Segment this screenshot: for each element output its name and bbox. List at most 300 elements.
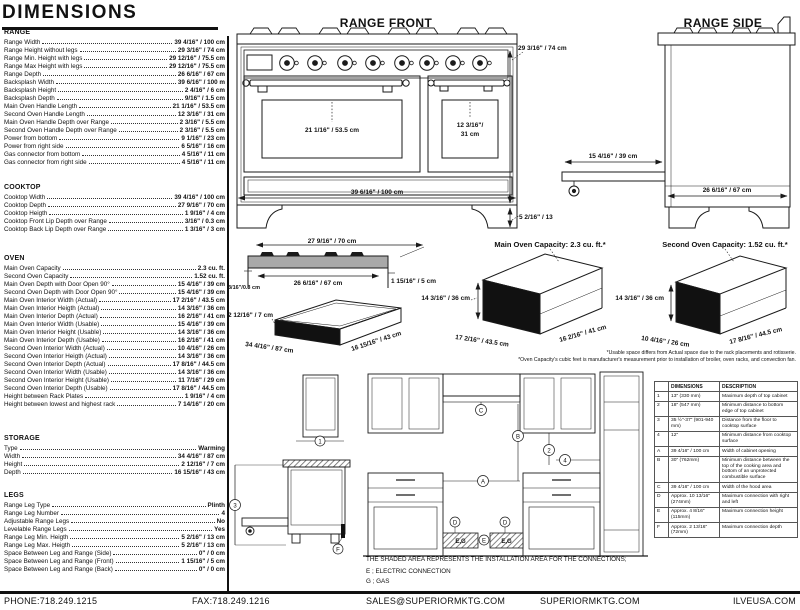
table-cell-id: B [655, 456, 669, 482]
range-width-dim: 39 6/16" / 100 cm [350, 189, 404, 196]
table-cell-dimension: Approx. 4 8/16" (115mm) [669, 507, 720, 522]
dotted-leader [107, 349, 176, 350]
spec-label: Second Oven Interior Width (Actual) [4, 345, 105, 352]
spec-section-storage [4, 435, 225, 477]
spec-row [4, 550, 225, 558]
table-cell-dimension: 18" (547 mm) [669, 401, 720, 416]
dotted-leader [79, 107, 170, 108]
table-row [655, 447, 798, 457]
table-row [655, 523, 798, 538]
spec-row [4, 218, 225, 226]
main-oven-capacity-title: Main Oven Capacity: 2.3 cu. ft.* [494, 240, 606, 249]
spec-label: Cooktop Front Lip Depth over Range [4, 218, 107, 225]
spec-value: 17 2/16" / 43.5 cm [172, 297, 225, 304]
spec-value: 2 4/16" / 6 cm [184, 87, 225, 94]
spec-row [4, 63, 225, 71]
spec-label: Range Leg Type [4, 502, 51, 509]
table-cell-dimension: Approx. 2 13/16" (72mm) [669, 523, 720, 538]
callout-D-left: D [452, 520, 458, 527]
spec-row [4, 469, 225, 477]
cooktop-back-lip-dim: 1 15/16" / 5 cm [391, 278, 437, 285]
spec-value: 1 9/16" / 4 cm [184, 210, 225, 217]
side-left-leg [669, 207, 709, 228]
dotted-leader [80, 51, 176, 52]
second-oven-width-dim: 10 4/16" / 26 cm [640, 335, 690, 349]
footnote-oven-capacity: *Oven Capacity's cubic feet is manufacturer's measurement prior to installation of broiler, oven racks, and convection fan. [518, 356, 796, 363]
spec-label: Depth [4, 469, 21, 476]
spec-value: 2.3 cu. ft. [197, 265, 225, 272]
spec-label: Main Oven Interior Heigth (Actual) [4, 305, 100, 312]
spec-label: Backsplash Width [4, 79, 55, 86]
cooktop-inner-dim: 26 6/16" / 67 cm [293, 280, 343, 287]
dotted-leader [47, 198, 172, 199]
footer-item: SUPERIORMKTG.COM [540, 596, 640, 606]
dotted-leader [24, 465, 179, 466]
spec-value: 1 15/16" / 5 cm [181, 558, 225, 565]
spec-label: Type [4, 445, 18, 452]
spec-label: Second Oven Capacity [4, 273, 69, 280]
spec-row [4, 119, 225, 127]
clock-display [247, 55, 272, 70]
spec-label: Main Oven Interior Depth (Actual) [4, 313, 98, 320]
dotted-leader [119, 131, 178, 132]
spec-label: Range Leg Number [4, 510, 59, 517]
spec-label: Main Oven Capacity [4, 265, 61, 272]
main-oven-depth-dim: 16 2/16" / 41 cm [558, 323, 608, 344]
callout-A: A [480, 479, 486, 486]
dotted-leader [112, 285, 176, 286]
dotted-leader [52, 506, 205, 507]
table-cell-dimension: 39 4/16" / 100 cm [669, 483, 720, 493]
dotted-leader [58, 91, 183, 92]
dotted-leader [115, 570, 197, 571]
footer-item: ILVEUSA.COM [732, 596, 796, 606]
second-oven-depth-dim: 17 8/16" / 44.5 cm [728, 326, 783, 346]
table-cell-id: A [655, 447, 669, 457]
dotted-leader [66, 147, 180, 148]
spec-value: 12 3/16" / 31 cm [177, 111, 225, 118]
spec-label: Range Leg Max. Heigth [4, 542, 71, 549]
spec-row [4, 273, 225, 281]
dotted-leader [69, 530, 212, 531]
dotted-leader [119, 293, 175, 294]
dotted-leader [101, 325, 176, 326]
capacity-drawings [228, 236, 800, 368]
table-row [655, 416, 798, 431]
dotted-leader [70, 277, 192, 278]
spec-value: 9 1/16" / 23 cm [181, 135, 225, 142]
dotted-leader [43, 75, 176, 76]
spec-value: 26 6/16" / 67 cm [177, 71, 225, 78]
spec-label: Power from bottom [4, 135, 58, 142]
spec-row [4, 135, 225, 143]
spec-label: Main Oven Handle Length [4, 103, 78, 110]
dotted-leader [84, 67, 167, 68]
spec-row [4, 558, 225, 566]
connection-label-left: E,G [455, 539, 466, 545]
spec-value: 6 5/16" / 16 cm [181, 143, 225, 150]
spec-value: 29 3/16" / 74 cm [177, 47, 225, 54]
main-oven-width-dim: 17 2/16" / 43.5 cm [454, 334, 510, 349]
drawer-depth-dim: 16 15/16" / 43 cm [350, 330, 403, 353]
installation-note [366, 556, 666, 585]
callout-2: 2 [547, 448, 551, 455]
spec-row [4, 305, 225, 313]
dotted-leader [70, 538, 179, 539]
spec-section-title: RANGE [4, 29, 31, 36]
legend-electric: E ; ELECTRIC CONNECTION [366, 567, 451, 575]
spec-value: 11 7/16" / 29 cm [178, 377, 225, 384]
spec-row [4, 87, 225, 95]
dotted-leader [108, 365, 171, 366]
spec-row [4, 337, 225, 345]
dotted-leader [57, 99, 183, 100]
dotted-leader [56, 83, 176, 84]
spec-row [4, 445, 225, 453]
spec-label: Second Oven Interior Depth (Actual) [4, 361, 106, 368]
table-cell-description: Maximum connection with right and left [720, 492, 798, 507]
spec-value: Plinth [207, 502, 225, 509]
spec-label: Second Oven Interior Width (Usable) [4, 369, 107, 376]
dotted-leader [116, 562, 180, 563]
spec-section-cooktop [4, 184, 225, 234]
spec-row [4, 329, 225, 337]
dotted-leader [59, 139, 179, 140]
spec-row [4, 385, 225, 393]
dotted-leader [20, 449, 197, 450]
table-cell-dimension: 13" (330 mm) [669, 392, 720, 402]
spec-value: 5 2/16" / 13 cm [181, 542, 225, 549]
second-oven-handle [428, 80, 510, 91]
spec-value: 0" / 0 cm [198, 550, 225, 557]
spec-value: No [216, 518, 225, 525]
cooktop-slab [248, 256, 388, 268]
spec-row [4, 401, 225, 409]
range-depth-dim: 26 6/16" / 67 cm [702, 187, 752, 194]
main-oven-capacity-box [483, 254, 602, 334]
dotted-leader [49, 214, 183, 215]
spec-row [4, 202, 225, 210]
leg-height-dim: 5 2/16" / 13 [519, 214, 553, 221]
table-cell-description: Minimum distance between the top of the cooking area and bottom of an unprotected combustible surface [720, 456, 798, 482]
drawer-width-dim: 34 4/16" / 87 cm [244, 341, 294, 355]
table-cell-description: Minimum distance from cooktop surface [720, 431, 798, 446]
table-row [655, 483, 798, 493]
spec-label: Range Height without legs [4, 47, 78, 54]
table-cell-id: C [655, 483, 669, 493]
spec-label: Width [4, 453, 21, 460]
spec-section-title: STORAGE [4, 435, 40, 442]
spec-value: 2 3/16" / 5.5 cm [179, 127, 225, 134]
spec-label: Range Leg Min. Heigth [4, 534, 69, 541]
spec-value: 2 3/16" / 5.5 cm [179, 119, 225, 126]
spec-value: 15 4/16" / 39 cm [177, 281, 225, 288]
dotted-leader [102, 341, 176, 342]
footer-item: FAX:718.249.1216 [192, 596, 270, 606]
installation-note-text: THE SHADED AREA REPRESENTS THE INSTALLATION AREA FOR THE CONNECTIONS; [366, 556, 627, 563]
dotted-leader [99, 301, 171, 302]
dotted-leader [87, 115, 176, 116]
table-cell-dimension: 30" (762mm) [669, 456, 720, 482]
spec-label: Second Oven Handle Length [4, 111, 85, 118]
table-cell-id: D [655, 492, 669, 507]
table-row [655, 456, 798, 482]
spec-value: 16 15/16" / 43 cm [174, 469, 225, 476]
second-oven-capacity-title: Second Oven Capacity: 1.52 cu. ft.* [662, 240, 788, 249]
spec-row [4, 345, 225, 353]
spec-value: 14 3/16" / 36 cm [177, 305, 225, 312]
spec-row [4, 111, 225, 119]
dotted-leader [72, 546, 179, 547]
spec-value: 3/16" / 0.3 cm [184, 218, 225, 225]
dotted-leader [109, 222, 183, 223]
installation-diagram [228, 368, 656, 558]
callout-3: 3 [233, 503, 237, 510]
spec-value: 14 3/16" / 36 cm [177, 329, 225, 336]
dotted-leader [84, 59, 167, 60]
table-cell-id: F [655, 523, 669, 538]
dotted-leader [42, 43, 172, 44]
dotted-leader [61, 514, 220, 515]
dotted-leader [110, 389, 171, 390]
spec-row [4, 143, 225, 151]
spec-section-legs [4, 492, 225, 574]
spec-row [4, 297, 225, 305]
spec-value: 34 4/16" / 87 cm [177, 453, 225, 460]
dotted-leader [22, 457, 176, 458]
spec-label: Second Oven Interior Height (Usable) [4, 377, 109, 384]
spec-row [4, 159, 225, 167]
dotted-leader [108, 230, 183, 231]
table-cell-id: E [655, 507, 669, 522]
spec-row [4, 461, 225, 469]
dotted-leader [109, 357, 176, 358]
spec-label: Gas connector from right side [4, 159, 87, 166]
spec-value: 9/16" / 1.5 cm [184, 95, 225, 102]
spec-label: Main Oven Interior Width (Actual) [4, 297, 98, 304]
table-row [655, 492, 798, 507]
callout-B: B [515, 434, 521, 441]
table-cell-id: 4 [655, 431, 669, 446]
spec-row [4, 453, 225, 461]
spec-value: 29 12/16" / 75.5 cm [169, 63, 225, 70]
spec-label: Gas connector from bottom [4, 151, 81, 158]
spec-label: Second Oven Handle Depth over Range [4, 127, 117, 134]
spec-label: Height [4, 461, 23, 468]
second-oven-height-dim: 14 3/16" / 36 cm [615, 295, 664, 302]
drawer-height-dim: 2 12/16" / 7 cm [228, 312, 274, 319]
spec-label: Power from right side [4, 143, 64, 150]
spec-row [4, 71, 225, 79]
table-row [655, 392, 798, 402]
spec-label: Main Oven Handle Depth over Range [4, 119, 110, 126]
main-handle-dim: 21 1/16" / 53.5 cm [304, 127, 360, 134]
table-cell-dimension: Approx. 10 13/16" (274mm) [669, 492, 720, 507]
range-front-title: RANGE FRONT [339, 16, 433, 30]
spec-value: 1 3/16" / 3 cm [184, 226, 225, 233]
dotted-leader [63, 269, 196, 270]
dotted-leader [48, 206, 176, 207]
spec-value: 21 1/16" / 53.5 cm [172, 103, 225, 110]
spec-label: Cooktop Heigth [4, 210, 48, 217]
spec-row [4, 289, 225, 297]
spec-value: 27 9/16" / 70 cm [177, 202, 225, 209]
spec-value: 1.52 cu. ft. [194, 273, 225, 280]
spec-value: 14 3/16" / 36 cm [177, 353, 225, 360]
spec-label: Main Oven Interior Width (Usable) [4, 321, 100, 328]
dotted-leader [101, 309, 176, 310]
callout-F: F [336, 547, 340, 554]
connection-label-right: E,G [501, 539, 512, 545]
spec-label: Range Depth [4, 71, 42, 78]
spec-label: Height between lowest and highest rack [4, 401, 116, 408]
spec-label: Second Oven Interior Heigth (Actual) [4, 353, 107, 360]
spec-label: Height between Rack Plates [4, 393, 84, 400]
spec-value: 4 5/16" / 11 cm [181, 151, 225, 158]
spec-label: Cooktop Depth [4, 202, 47, 209]
spec-row [4, 39, 225, 47]
table-cell-description: Minimum distance to bottom edge of top cabinet [720, 401, 798, 416]
spec-row [4, 393, 225, 401]
range-front-side-drawing [228, 12, 800, 242]
spec-section-title: LEGS [4, 492, 24, 499]
dotted-leader [113, 554, 196, 555]
table-row [655, 401, 798, 416]
spec-label: Adjustable Range Legs [4, 518, 70, 525]
spec-row [4, 313, 225, 321]
spec-label: Backsplash Depth [4, 95, 55, 102]
spec-value: 15 4/16" / 39 cm [177, 289, 225, 296]
second-oven-capacity-box [676, 256, 786, 334]
table-cell-description: Distance from the floor to cooktop surface [720, 416, 798, 431]
table-cell-description: Width of the hood area [720, 483, 798, 493]
spec-row [4, 226, 225, 234]
table-cell-dimension: 39 4/16" / 100 cm [669, 447, 720, 457]
spec-row [4, 377, 225, 385]
spec-label: Space Between Leg and Range (Front) [4, 558, 114, 565]
spec-row [4, 526, 225, 534]
table-cell-dimension: 35 ½"-37" (901-940 mm) [669, 416, 720, 431]
side-open-drawer [562, 172, 665, 196]
spec-label: Range Width [4, 39, 41, 46]
table-cell-id: 3 [655, 416, 669, 431]
spec-label: Cooktop Width [4, 194, 46, 201]
table-row [655, 431, 798, 446]
footer-item: SALES@SUPERIORMKTG.COM [366, 596, 506, 606]
dotted-leader [71, 522, 214, 523]
callout-C: C [478, 408, 484, 415]
spec-value: 5 2/16" / 13 cm [181, 534, 225, 541]
spec-row [4, 566, 225, 574]
spec-row [4, 151, 225, 159]
main-oven-height-dim: 14 3/16" / 36 cm [421, 295, 470, 302]
spec-label: Range Max Height with legs [4, 63, 83, 70]
spec-value: Yes [214, 526, 225, 533]
footnote-usable-space: *Usable space differs from Actual space due to the rack placements and rotisserie. [606, 350, 796, 356]
table-cell-description: Maximum connection height [720, 507, 798, 522]
table-header-dimensions: DIMENSIONS [669, 382, 720, 392]
cooktop-front-lip-dim: 3/16"/0.3 cm [228, 285, 260, 291]
dotted-leader [82, 155, 179, 156]
callout-D-right: D [502, 520, 508, 527]
table-cell-id: 2 [655, 401, 669, 416]
range-side-title: RANGE SIDE [683, 16, 763, 30]
spec-row [4, 321, 225, 329]
side-backsplash [778, 17, 790, 33]
spec-row [4, 281, 225, 289]
spec-row [4, 47, 225, 55]
spec-value: 2 12/16" / 7 cm [181, 461, 225, 468]
side-right-leg [749, 207, 789, 228]
dotted-leader [89, 163, 180, 164]
dotted-leader [111, 381, 176, 382]
spec-section-title: OVEN [4, 255, 25, 262]
dim-table-body [655, 392, 798, 538]
spec-row [4, 265, 225, 273]
side-drawer-dim: 15 4/16" / 39 cm [588, 153, 638, 160]
dotted-leader [103, 333, 176, 334]
spec-label: Main Oven Interior Depth (Usable) [4, 337, 100, 344]
second-handle-dim-l2: 31 cm [460, 131, 480, 138]
spec-row [4, 55, 225, 63]
spec-value: 16 2/16" / 41 cm [177, 313, 225, 320]
spec-row [4, 194, 225, 202]
spec-section-oven [4, 255, 225, 409]
spec-label: Space Between Leg and Range (Side) [4, 550, 112, 557]
dotted-leader [111, 123, 178, 124]
spec-value: 39 4/16" / 100 cm [174, 39, 225, 46]
spec-value: 15 4/16" / 39 cm [177, 321, 225, 328]
page-title: DIMENSIONS [2, 2, 218, 30]
dotted-leader [109, 373, 176, 374]
dotted-leader [85, 397, 183, 398]
spec-value: 16 2/16" / 41 cm [177, 337, 225, 344]
spec-value: 39 6/16" / 100 m [177, 79, 225, 86]
spec-label: Backsplash Height [4, 87, 57, 94]
spec-label: Second Oven Interior Depth (Usable) [4, 385, 108, 392]
front-left-leg [237, 205, 282, 228]
table-header-id [655, 382, 669, 392]
table-header-description: DESCRIPTION [720, 382, 798, 392]
callout-E: E [481, 538, 487, 545]
spec-value: 39 4/16" / 100 cm [174, 194, 225, 201]
dotted-leader [100, 317, 176, 318]
spec-value: 4 5/16" / 11 cm [181, 159, 225, 166]
second-handle-dim-l1: 12 3/16"/ [456, 122, 484, 129]
dotted-leader [117, 405, 176, 406]
cooktop-width-dim: 27 9/16" / 70 cm [307, 238, 357, 245]
spec-label: Space Between Leg and Range (Back) [4, 566, 113, 573]
spec-value: 1 9/16" / 4 cm [184, 393, 225, 400]
spec-row [4, 542, 225, 550]
spec-row [4, 510, 225, 518]
spec-label: Main Oven Depth with Door Open 90° [4, 281, 110, 288]
table-cell-id: 1 [655, 392, 669, 402]
spec-label: Main Oven Interior Height (Usable) [4, 329, 102, 336]
footer-rule [0, 591, 800, 594]
spec-section-title: COOKTOP [4, 184, 41, 191]
table-cell-description: Maximum connection depth [720, 523, 798, 538]
table-cell-description: Maximum depth of top cabinet [720, 392, 798, 402]
dotted-leader [23, 473, 173, 474]
spec-value: 0" / 0 cm [198, 566, 225, 573]
spec-list [4, 0, 225, 600]
spec-value: 14 3/16" / 36 cm [177, 369, 225, 376]
spec-value: 29 12/16" / 75.5 cm [169, 55, 225, 62]
spec-row [4, 127, 225, 135]
dimensions-table [654, 381, 798, 538]
callout-1: 1 [318, 439, 322, 446]
